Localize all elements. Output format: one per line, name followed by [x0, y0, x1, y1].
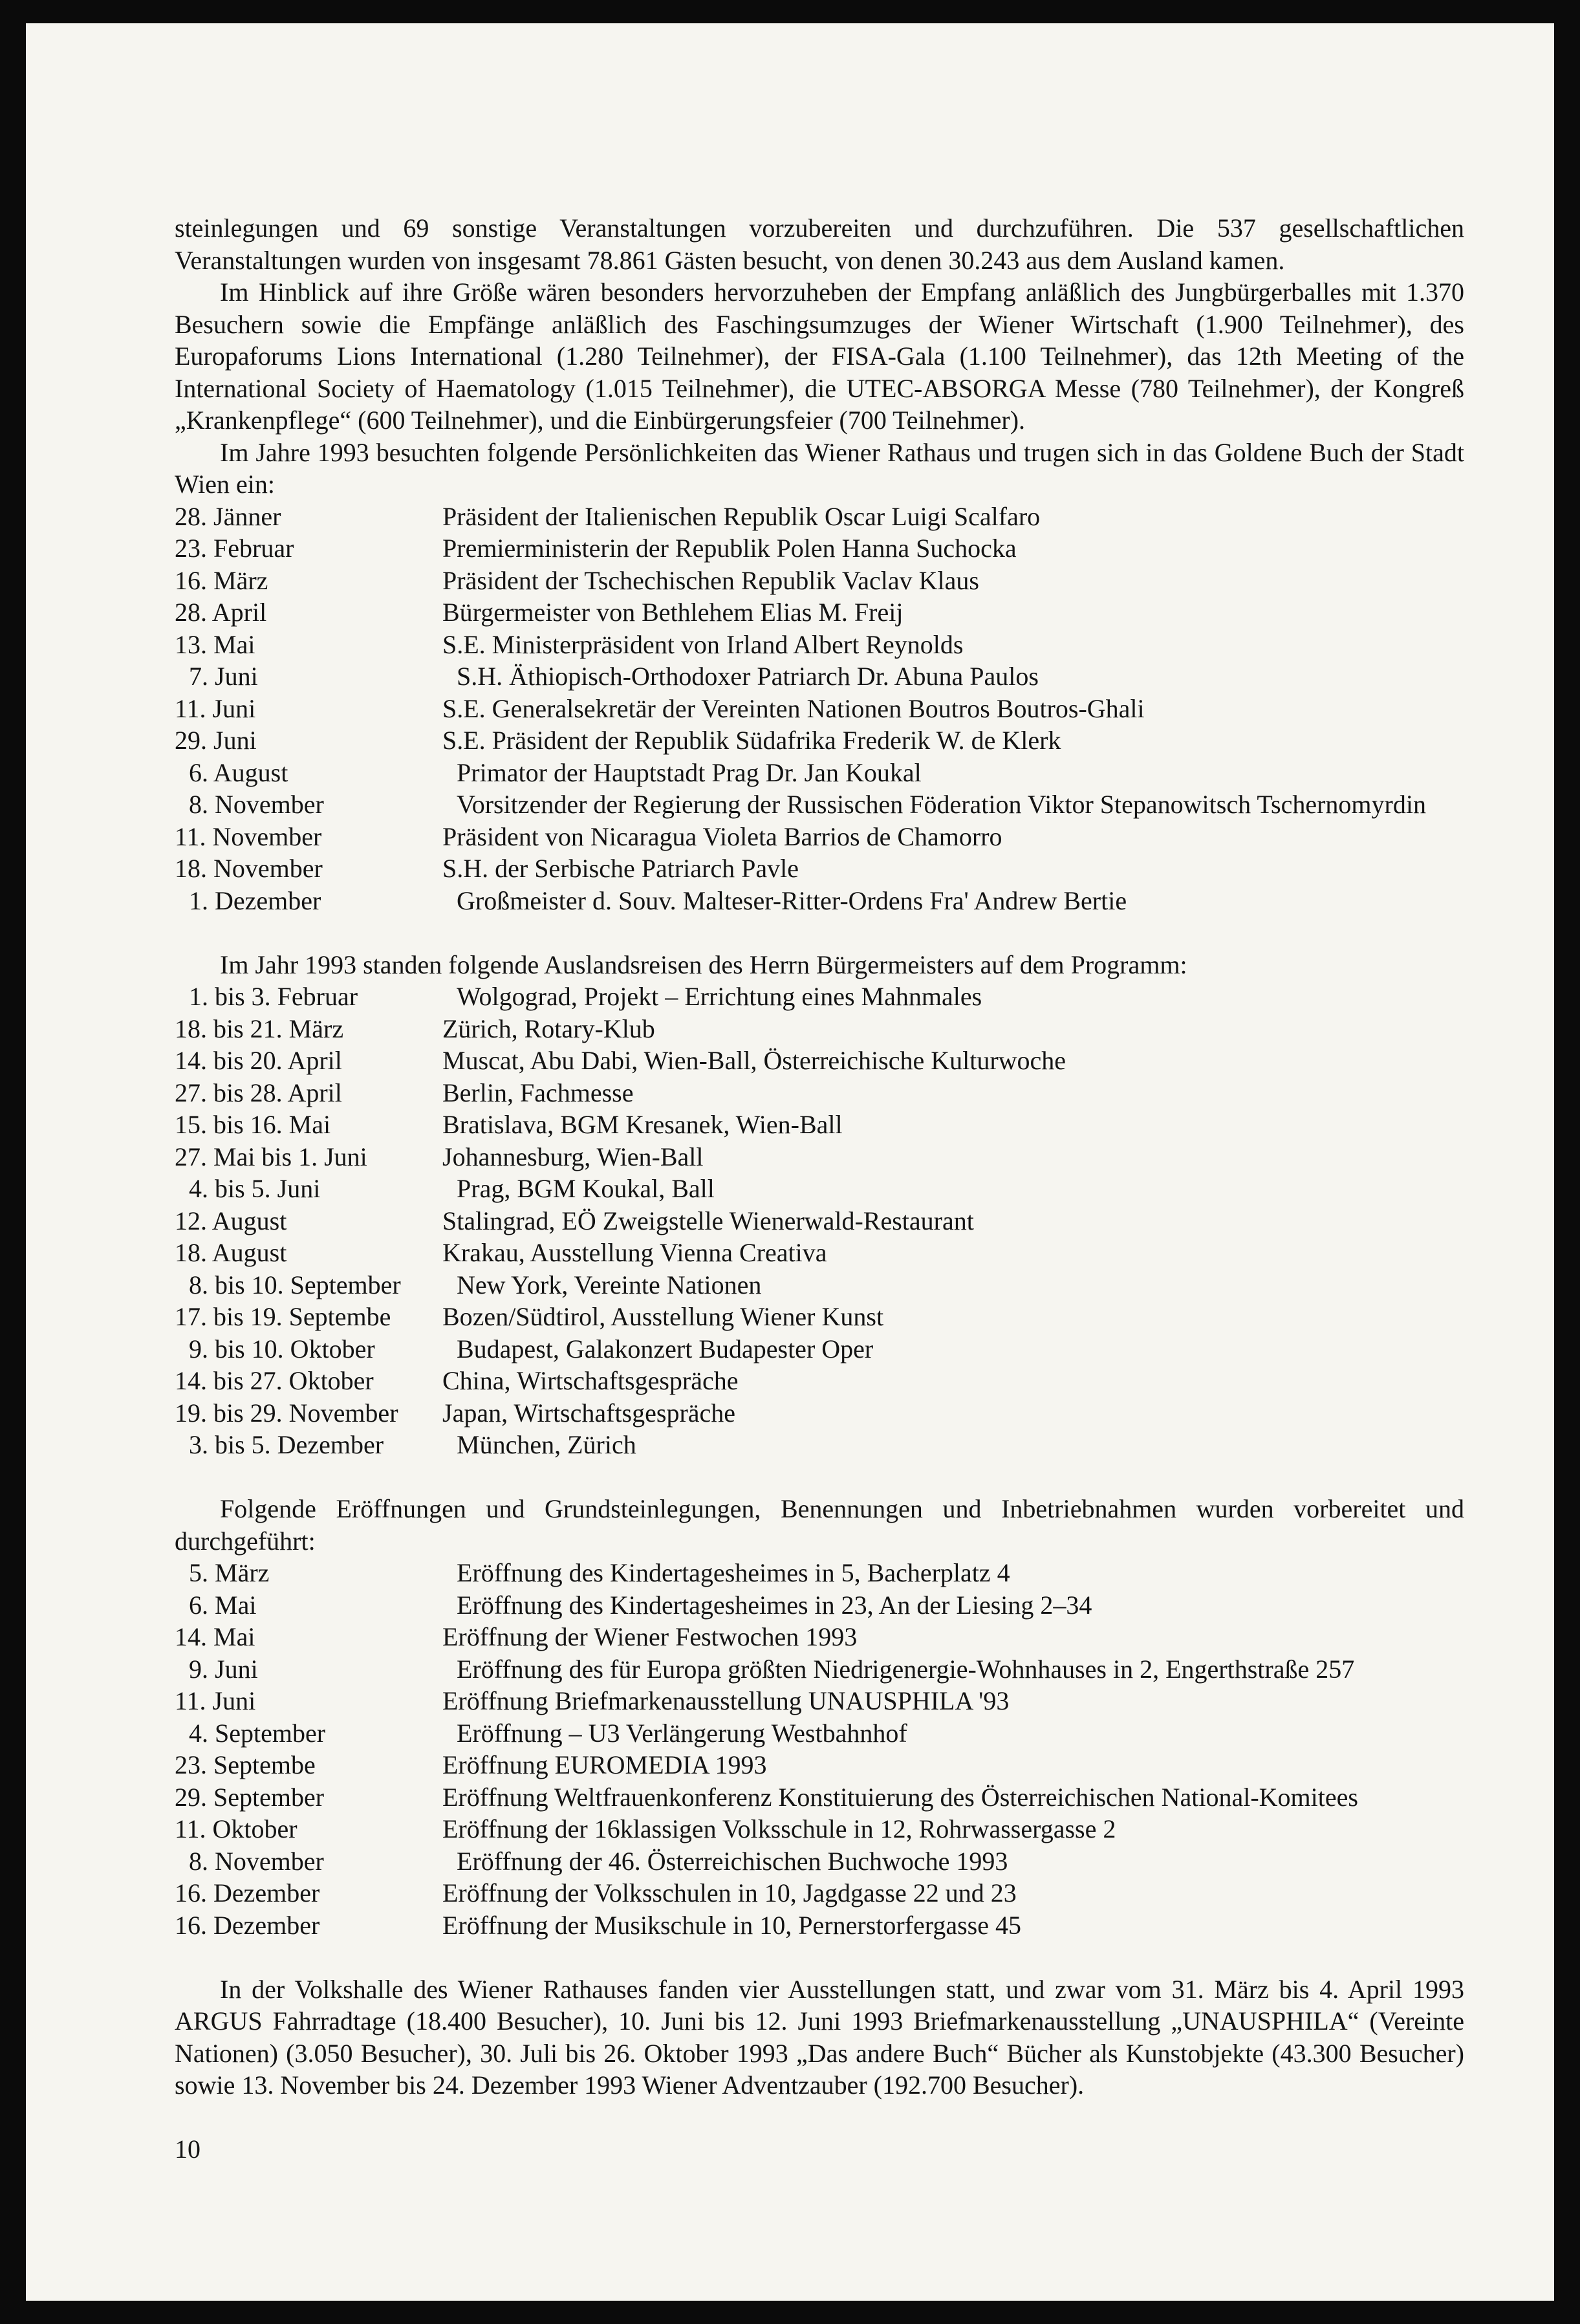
list-item	[175, 1685, 1464, 1717]
opening-date: 14. Mai	[175, 1622, 255, 1651]
receptions-paragraph: Im Hinblick auf ihre Größe wären besonders hervorzuheben der Empfang anläßlich des Jungbürgerballes mit 1.370 Besuchern sowie die Empfänge anläßlich des Faschingsumzuges der Wiener Wirtschaft (1.900 Teilnehmer), des Europaforums Lions International (1.280 Teilnehmer), der FISA-Gala (1.100 Teilnehmer), das 12th Meeting of the International Society of Haematology (1.015 Teilnehmer), die UTEC-ABSORGA Messe (780 Teilnehmer), der Kongreß „Krankenpflege“ (600 Teilnehmer), und die Einbürgerungsfeier (700 Teilnehmer).	[175, 277, 1464, 435]
opening-date: 4. September	[189, 1718, 326, 1748]
visit-date: 7. Juni	[189, 662, 258, 691]
golden-book-intro: Im Jahre 1993 besuchten folgende Persönlichkeiten das Wiener Rathaus und trugen sich in das Goldene Buch der Stadt Wien ein:	[175, 437, 1464, 499]
visit-date: 13. Mai	[175, 629, 255, 659]
trip-description: Wolgograd, Projekt – Errichtung eines Mahnmales	[457, 982, 982, 1011]
opening-description: Eröffnung des für Europa größten Niedrigenergie-Wohnhauses in 2, Engerthstraße 257	[457, 1654, 1355, 1684]
list-item	[175, 981, 1464, 1013]
opening-date: 11. Oktober	[175, 1814, 298, 1843]
opening-description: Eröffnung EUROMEDIA 1993	[442, 1750, 767, 1779]
opening-date: 23. Septembe	[175, 1750, 316, 1779]
list-item	[175, 693, 1464, 725]
list-item	[175, 788, 1464, 821]
list-item	[175, 1589, 1464, 1622]
list-item	[175, 724, 1464, 757]
list-item	[175, 1621, 1464, 1653]
visit-date: 6. August	[189, 757, 288, 787]
visit-date: 18. November	[175, 854, 323, 883]
opening-date: 8. November	[189, 1846, 324, 1876]
list-item	[175, 1045, 1464, 1077]
trip-date: 27. bis 28. April	[175, 1078, 342, 1107]
trip-description: Japan, Wirtschaftsgespräche	[442, 1398, 736, 1428]
list-item	[175, 885, 1464, 917]
list-item	[175, 1109, 1464, 1141]
trip-description: New York, Vereinte Nationen	[457, 1270, 762, 1299]
visit-date: 8. November	[189, 790, 324, 819]
list-item	[175, 1557, 1464, 1589]
list-item	[175, 629, 1464, 661]
opening-description: Eröffnung der Wiener Festwochen 1993	[442, 1622, 858, 1651]
list-item	[175, 1237, 1464, 1269]
intro-paragraph: steinlegungen und 69 sonstige Veranstaltungen vorzubereiten und durchzuführen. Die 537 gesellschaftlichen Veranstaltungen wurden von insgesamt 78.861 Gästen besucht, von denen 30.243 aus dem Ausland kamen.	[175, 213, 1464, 275]
trip-description: Muscat, Abu Dabi, Wien-Ball, Österreichische Kulturwoche	[442, 1046, 1066, 1075]
trip-date: 15. bis 16. Mai	[175, 1110, 331, 1139]
list-item	[175, 1013, 1464, 1045]
visit-date: 28. April	[175, 598, 267, 627]
trip-date: 18. bis 21. März	[175, 1014, 344, 1043]
list-item	[175, 1781, 1464, 1814]
list-item	[175, 1877, 1464, 1909]
list-item	[175, 1429, 1464, 1461]
opening-date: 9. Juni	[189, 1654, 258, 1684]
opening-description: Eröffnung – U3 Verlängerung Westbahnhof	[457, 1718, 907, 1748]
trip-description: Krakau, Ausstellung Vienna Creativa	[442, 1238, 827, 1267]
opening-date: 29. September	[175, 1782, 325, 1812]
visit-date: 11. Juni	[175, 693, 256, 723]
list-item	[175, 1173, 1464, 1205]
trip-date: 14. bis 27. Oktober	[175, 1366, 374, 1395]
opening-date: 6. Mai	[189, 1590, 257, 1620]
opening-description: Eröffnung der 16klassigen Volksschule in 12, Rohrwassergasse 2	[442, 1814, 1116, 1843]
list-item	[175, 1269, 1464, 1301]
visit-description: Vorsitzender der Regierung der Russischen Föderation Viktor Stepanowitsch Tschernomyrdin	[457, 790, 1426, 819]
opening-date: 16. Dezember	[175, 1878, 320, 1907]
list-item	[175, 1717, 1464, 1750]
list-item	[175, 501, 1464, 533]
visit-date: 16. März	[175, 565, 268, 595]
trip-date: 19. bis 29. November	[175, 1398, 398, 1428]
list-item	[175, 757, 1464, 789]
spacer	[175, 1461, 1464, 1493]
visit-date: 23. Februar	[175, 534, 294, 563]
trip-description: Bozen/Südtirol, Ausstellung Wiener Kunst	[442, 1302, 884, 1331]
list-item	[175, 1141, 1464, 1173]
document-page	[26, 23, 1554, 2301]
opening-description: Eröffnung Briefmarkenausstellung UNAUSPHILA '93	[442, 1686, 1010, 1715]
page-number: 10	[175, 2134, 200, 2164]
trip-date: 14. bis 20. April	[175, 1046, 342, 1075]
visit-date: 29. Juni	[175, 726, 257, 755]
trip-description: Berlin, Fachmesse	[442, 1078, 634, 1107]
trip-date: 4. bis 5. Juni	[189, 1174, 321, 1203]
page-content	[175, 212, 1464, 2166]
trip-date: 12. August	[175, 1206, 287, 1235]
list-item	[175, 1749, 1464, 1781]
trip-date: 17. bis 19. Septembe	[175, 1302, 391, 1331]
visit-description: Großmeister d. Souv. Malteser-Ritter-Ordens Fra' Andrew Bertie	[457, 885, 1127, 915]
opening-description: Eröffnung der Musikschule in 10, Pernerstorfergasse 45	[442, 1910, 1021, 1940]
trip-description: Johannesburg, Wien-Ball	[442, 1142, 704, 1171]
visit-description: Primator der Hauptstadt Prag Dr. Jan Koukal	[457, 757, 922, 787]
spacer	[175, 917, 1464, 949]
openings-list	[175, 1557, 1464, 1941]
list-item	[175, 660, 1464, 693]
visit-description: Bürgermeister von Bethlehem Elias M. Freij	[442, 598, 904, 627]
visit-description: S.H. der Serbische Patriarch Pavle	[442, 854, 799, 883]
list-item	[175, 1301, 1464, 1333]
opening-date: 16. Dezember	[175, 1910, 320, 1940]
visitors-list	[175, 501, 1464, 917]
visit-description: Premierministerin der Republik Polen Hanna Suchocka	[442, 534, 1017, 563]
trips-list	[175, 981, 1464, 1461]
opening-date: 5. März	[189, 1558, 270, 1587]
openings-intro: Folgende Eröffnungen und Grundsteinlegungen, Benennungen und Inbetriebnahmen wurden vorbereitet und durchgeführt:	[175, 1494, 1464, 1556]
trip-date: 9. bis 10. Oktober	[189, 1334, 375, 1363]
exhibitions-paragraph: In der Volkshalle des Wiener Rathauses fanden vier Ausstellungen statt, und zwar vom 31. März bis 4. April 1993 ARGUS Fahrradtage (18.400 Besucher), 10. Juni bis 12. Juni 1993 Briefmarkenausstellung „UNAUSPHILA“ (Vereinte Nationen) (3.050 Besucher), 30. Juli bis 26. Oktober 1993 „Das andere Buch“ Bücher als Kunstobjekte (43.300 Besucher) sowie 13. November bis 24. Dezember 1993 Wiener Adventzauber (192.700 Besucher).	[175, 1974, 1464, 2100]
trip-description: Prag, BGM Koukal, Ball	[457, 1174, 715, 1203]
visit-description: S.E. Generalsekretär der Vereinten Nationen Boutros Boutros-Ghali	[442, 693, 1145, 723]
list-item	[175, 1813, 1464, 1845]
list-item	[175, 1333, 1464, 1365]
list-item	[175, 1205, 1464, 1237]
opening-date: 11. Juni	[175, 1686, 256, 1715]
opening-description: Eröffnung der 46. Österreichischen Buchwoche 1993	[457, 1846, 1008, 1876]
opening-description: Eröffnung der Volksschulen in 10, Jagdgasse 22 und 23	[442, 1878, 1017, 1907]
trip-date: 8. bis 10. September	[189, 1270, 401, 1299]
trip-date: 18. August	[175, 1238, 287, 1267]
list-item	[175, 1077, 1464, 1109]
list-item	[175, 532, 1464, 565]
trip-description: München, Zürich	[457, 1430, 636, 1459]
list-item	[175, 852, 1464, 885]
visit-description: S.E. Ministerpräsident von Irland Albert Reynolds	[442, 629, 964, 659]
trip-description: China, Wirtschaftsgespräche	[442, 1366, 739, 1395]
opening-description: Eröffnung des Kindertagesheimes in 23, An der Liesing 2–34	[457, 1590, 1092, 1620]
trip-description: Stalingrad, EÖ Zweigstelle Wienerwald-Restaurant	[442, 1206, 974, 1235]
trip-date: 27. Mai bis 1. Juni	[175, 1142, 367, 1171]
list-item	[175, 1397, 1464, 1429]
trip-date: 1. bis 3. Februar	[189, 982, 358, 1011]
visit-description: S.H. Äthiopisch-Orthodoxer Patriarch Dr. Abuna Paulos	[457, 662, 1039, 691]
list-item	[175, 1845, 1464, 1878]
list-item	[175, 1909, 1464, 1942]
visit-date: 1. Dezember	[189, 885, 321, 915]
opening-description: Eröffnung Weltfrauenkonferenz Konstituierung des Österreichischen National-Komitees	[442, 1782, 1358, 1812]
trip-description: Bratislava, BGM Kresanek, Wien-Ball	[442, 1110, 843, 1139]
visit-date: 28. Jänner	[175, 501, 281, 531]
list-item	[175, 821, 1464, 853]
visit-description: Präsident von Nicaragua Violeta Barrios de Chamorro	[442, 821, 1002, 851]
trip-description: Budapest, Galakonzert Budapester Oper	[457, 1334, 874, 1363]
visit-description: S.E. Präsident der Republik Südafrika Frederik W. de Klerk	[442, 726, 1061, 755]
visit-description: Präsident der Italienischen Republik Oscar Luigi Scalfaro	[442, 501, 1041, 531]
visit-date: 11. November	[175, 821, 322, 851]
trip-description: Zürich, Rotary-Klub	[442, 1014, 655, 1043]
trip-date: 3. bis 5. Dezember	[189, 1430, 384, 1459]
trips-intro: Im Jahr 1993 standen folgende Auslandsreisen des Herrn Bürgermeisters auf dem Programm:	[220, 950, 1187, 979]
opening-description: Eröffnung des Kindertagesheimes in 5, Bacherplatz 4	[457, 1558, 1010, 1587]
list-item	[175, 1653, 1464, 1686]
spacer	[175, 1941, 1464, 1973]
visit-description: Präsident der Tschechischen Republik Vaclav Klaus	[442, 565, 979, 595]
list-item	[175, 565, 1464, 597]
list-item	[175, 596, 1464, 629]
list-item	[175, 1365, 1464, 1397]
